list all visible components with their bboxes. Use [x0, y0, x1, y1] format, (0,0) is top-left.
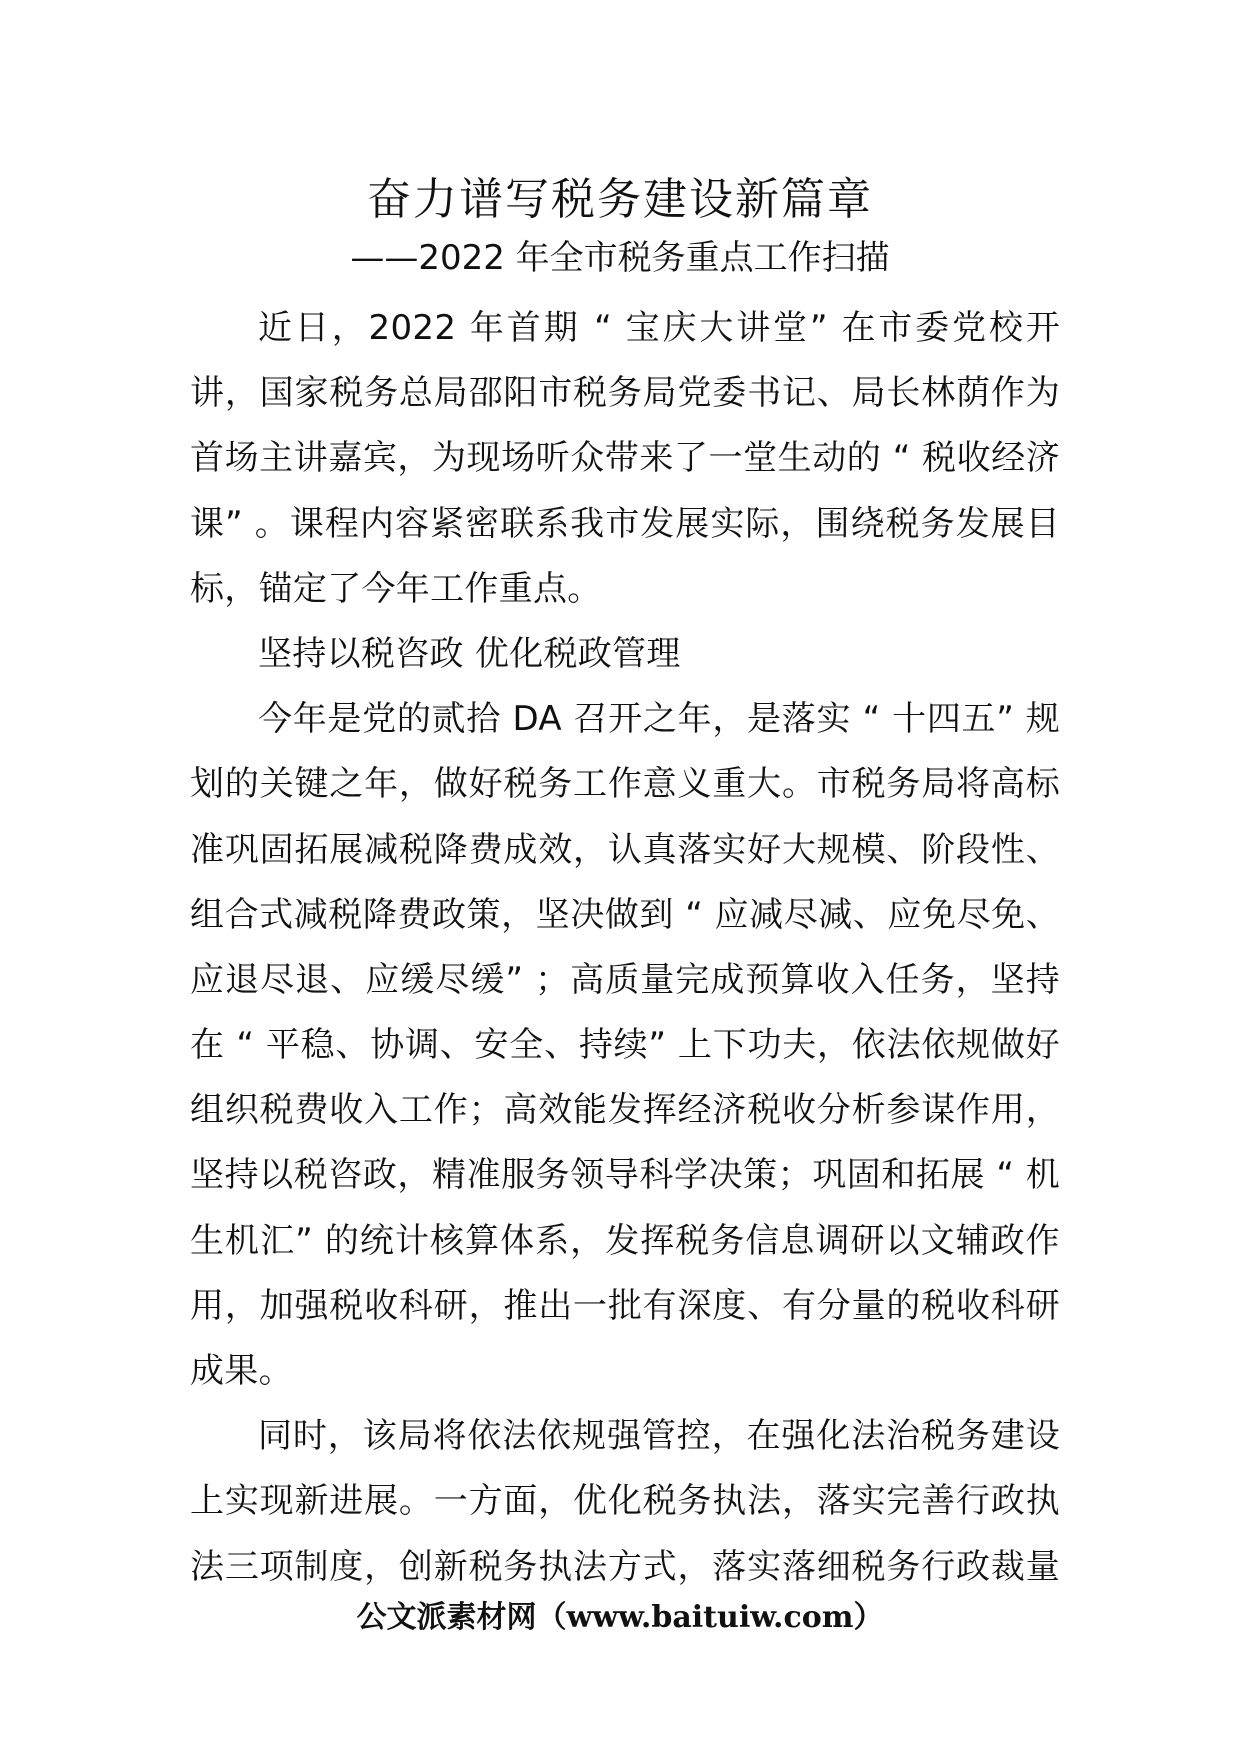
paragraph-line: 生机汇” 的统计核算体系，发挥税务信息调研以文辅政作 — [190, 1220, 1060, 1261]
paragraph-line: 组合式减税降费政策，坚决做到 “ 应减尽减、应免尽免、 — [190, 894, 1060, 935]
paragraph-line: 首场主讲嘉宾，为现场听众带来了一堂生动的 “ 税收经济 — [190, 438, 1060, 479]
paragraph-line: 用，加强税收科研，推出一批有深度、有分量的税收科研 — [190, 1285, 1060, 1326]
paragraph-line: 划的关键之年，做好税务工作意义重大。市税务局将高标 — [190, 764, 1060, 805]
paragraph-line: 在 “ 平稳、协调、安全、持续” 上下功夫，依法依规做好 — [190, 1025, 1060, 1066]
paragraph-line: 讲，国家税务总局邵阳市税务局党委书记、局长林荫作为 — [190, 373, 1060, 414]
paragraph-line: 课” 。课程内容紧密联系我市发展实际，围绕税务发展目 — [190, 503, 1060, 544]
paragraph-line: 应退尽退、应缓尽缓” ；高质量完成预算收入任务，坚持 — [190, 959, 1060, 1000]
document-title: 奋力谱写税务建设新篇章 — [367, 174, 873, 225]
paragraph-line: 法三项制度，创新税务执法方式，落实落细税务行政裁量 — [190, 1546, 1060, 1587]
paragraph-line: 成果。 — [190, 1351, 293, 1391]
paragraph-line: 准巩固拓展减税降费成效，认真落实好大规模、阶段性、 — [190, 829, 1060, 870]
document-body — [190, 296, 1060, 1600]
paragraph-line: 今年是党的贰拾 DA 召开之年，是落实 “ 十四五” 规 — [258, 699, 1060, 740]
footer-watermark: 公文派素材网（www.baituiw.com） — [356, 1600, 884, 1635]
paragraph-line: 上实现新进展。一方面，优化税务执法，落实完善行政执 — [190, 1481, 1060, 1522]
paragraph-line: 近日，2022 年首期 “ 宝庆大讲堂” 在市委党校开 — [258, 308, 1060, 348]
section-heading: 坚持以税咨政 优化税政管理 — [258, 633, 681, 674]
paragraph-line: 同时，该局将依法依规强管控，在强化法治税务建设 — [258, 1416, 1060, 1457]
paragraph-line: 组织税费收入工作；高效能发挥经济税收分析参谋作用， — [190, 1090, 1060, 1131]
paragraph-line: 标，锚定了今年工作重点。 — [190, 568, 602, 609]
paragraph-line: 坚持以税咨政，精准服务领导科学决策；巩固和拓展 “ 机 — [190, 1155, 1060, 1196]
document-subtitle: ——2022 年全市税务重点工作扫描 — [350, 238, 890, 278]
